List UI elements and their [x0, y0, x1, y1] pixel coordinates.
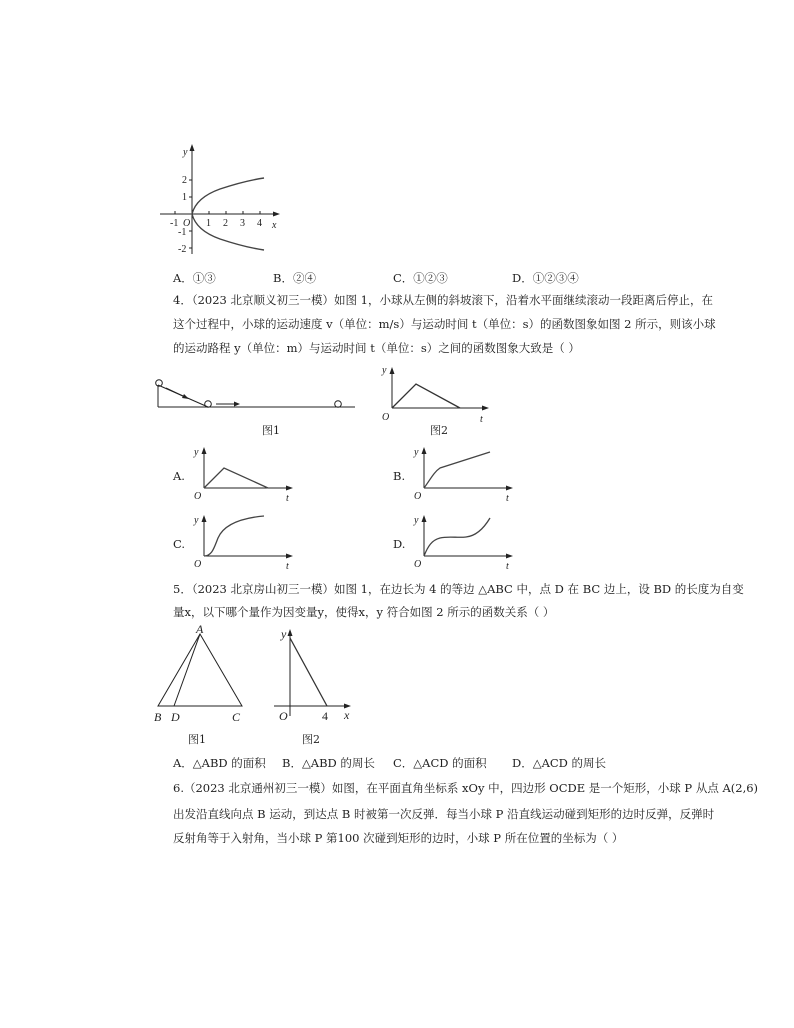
q4-a-origin: O [194, 491, 202, 502]
q5-option-c: C．△ACD 的面积 [393, 756, 487, 770]
q4-d-origin: O [414, 559, 422, 570]
q3-x-arrow [273, 212, 280, 217]
q4-b-y-arrow [422, 447, 427, 454]
q4-option-a-label: A. [173, 469, 185, 483]
q4-a-x-arrow [286, 486, 293, 491]
q4-fig2-x-arrow [482, 406, 489, 411]
q4-fig1-caption: 图1 [262, 424, 280, 437]
q3-y-tick: 2 [182, 175, 187, 186]
q4-option-c-label: C. [173, 537, 186, 551]
q3-x-tick: 1 [206, 218, 211, 229]
q5-triangle [150, 624, 260, 724]
q4-arrow-slope [182, 394, 189, 399]
q5-y-label: y [281, 627, 287, 641]
q4-option-d-label: D. [393, 537, 406, 551]
q6-text-line: 出发沿直线向点 B 运动，到达点 B 时被第一次反弹．每当小球 P 沿直线运动碰到矩形的边时反弹，反弹时 [173, 807, 715, 821]
q5-option-a: A．△ABD 的面积 [173, 756, 266, 770]
q3-option-b: B．②④ [273, 271, 316, 285]
q4-fig2-caption: 图2 [430, 424, 448, 437]
q4-arrow-flat [234, 402, 240, 407]
triangle-vertex-c: C [232, 710, 241, 724]
q4-b-y-label: y [414, 447, 419, 458]
q5-y-arrow [288, 629, 293, 636]
q6-text-line: 反射角等于入射角，当小球 P 第100 次碰到矩形的边时，小球 P 所在位置的坐标为（ ） [173, 831, 624, 845]
q5-text-line: 5．（2023 北京房山初三一模）如图 1，在边长为 4 的等边 △ABC 中，点 D 在 BC 边上，设 BD 的长度为自变 [173, 582, 744, 596]
q3-x-tick: 4 [257, 218, 262, 229]
q3-x-label: x [272, 220, 277, 231]
q5-graph [270, 624, 360, 724]
q4-option-c-graph [190, 512, 300, 572]
q4-d-x-arrow [506, 554, 513, 559]
q3-option-c: C．①②③ [393, 271, 448, 285]
q4-c-y-arrow [202, 515, 207, 522]
q4-a-t-label: t [286, 493, 289, 504]
q4-option-d-graph [410, 512, 520, 572]
q5-origin: O [279, 709, 288, 723]
q4-option-b-label: B. [393, 469, 406, 483]
q5-fig1-caption: 图1 [188, 733, 206, 746]
q4-d-y-arrow [422, 515, 427, 522]
q4-fig2-y-arrow [390, 367, 395, 374]
q5-x-tick: 4 [322, 709, 328, 723]
q4-a-y-label: y [194, 447, 199, 458]
q4-fig2-graph [378, 364, 493, 426]
q3-y-tick: -2 [178, 244, 187, 255]
q4-d-y-label: y [414, 515, 419, 526]
q3-y-arrow [190, 144, 195, 151]
q3-x-tick: -1 [170, 218, 179, 229]
q3-x-tick: 2 [223, 218, 228, 229]
q4-option-b-curve [424, 452, 490, 488]
q4-option-b-graph [410, 444, 520, 504]
ball-middle [205, 401, 212, 408]
q5-option-d: D．△ACD 的周长 [512, 756, 607, 770]
q3-curve-upper [192, 178, 264, 214]
q4-c-origin: O [194, 559, 202, 570]
q3-option-a: A．①③ [173, 271, 216, 285]
ball-end [335, 401, 342, 408]
q4-option-d-curve [424, 518, 490, 556]
q4-text-line: 这个过程中，小球的运动速度 v（单位：m/s）与运动时间 t（单位：s）的函数图象如图 2 所示，则该小球 [173, 317, 716, 331]
q4-text-line: 的运动路程 y（单位：m）与运动时间 t（单位：s）之间的函数图象大致是（ ） [173, 341, 580, 355]
q5-option-b: B．△ABD 的周长 [282, 756, 375, 770]
q4-c-x-arrow [286, 554, 293, 559]
q3-graph [150, 142, 290, 260]
q4-option-a-curve [204, 468, 268, 488]
q4-fig1-slope [150, 375, 360, 415]
triangle-vertex-a: A [196, 622, 204, 636]
q4-b-t-label: t [506, 493, 509, 504]
q3-y-tick: 1 [182, 192, 187, 203]
q4-a-y-arrow [202, 447, 207, 454]
q4-option-a-graph [190, 444, 300, 504]
q4-d-t-label: t [506, 561, 509, 572]
triangle-point-d: D [171, 710, 180, 724]
q5-graph-line [290, 638, 327, 706]
q4-text-line: 4．（2023 北京顺义初三一模）如图 1，小球从左侧的斜坡滚下，沿着水平面继续滚动一段距离后停止，在 [173, 293, 713, 307]
q3-y-tick: -1 [178, 227, 187, 238]
q4-option-c-curve [204, 516, 264, 556]
q5-fig2-caption: 图2 [302, 733, 320, 746]
q4-c-y-label: y [194, 515, 199, 526]
q4-b-x-arrow [506, 486, 513, 491]
q5-x-label: x [344, 708, 350, 722]
q5-text-line: 量x，以下哪个量作为因变量y，使得x，y 符合如图 2 所示的函数关系（ ） [173, 605, 555, 619]
q4-fig2-t-label: t [480, 414, 483, 425]
q4-fig2-line [392, 384, 460, 408]
q4-b-origin: O [414, 491, 422, 502]
q3-x-tick: 3 [240, 218, 245, 229]
q4-fig2-origin: O [382, 412, 390, 423]
q4-c-t-label: t [286, 561, 289, 572]
q4-fig2-y-label: y [382, 365, 387, 376]
q6-text-line: 6.（2023 北京通州初三一模）如图，在平面直角坐标系 xOy 中，四边形 OCDE 是一个矩形，小球 P 从点 A(2,6) [173, 781, 759, 795]
q3-option-d: D．①②③④ [512, 271, 579, 285]
triangle-vertex-b: B [154, 710, 162, 724]
q3-origin: O [183, 218, 191, 229]
q3-y-label: y [183, 147, 188, 158]
q3-curve-lower [192, 214, 264, 250]
